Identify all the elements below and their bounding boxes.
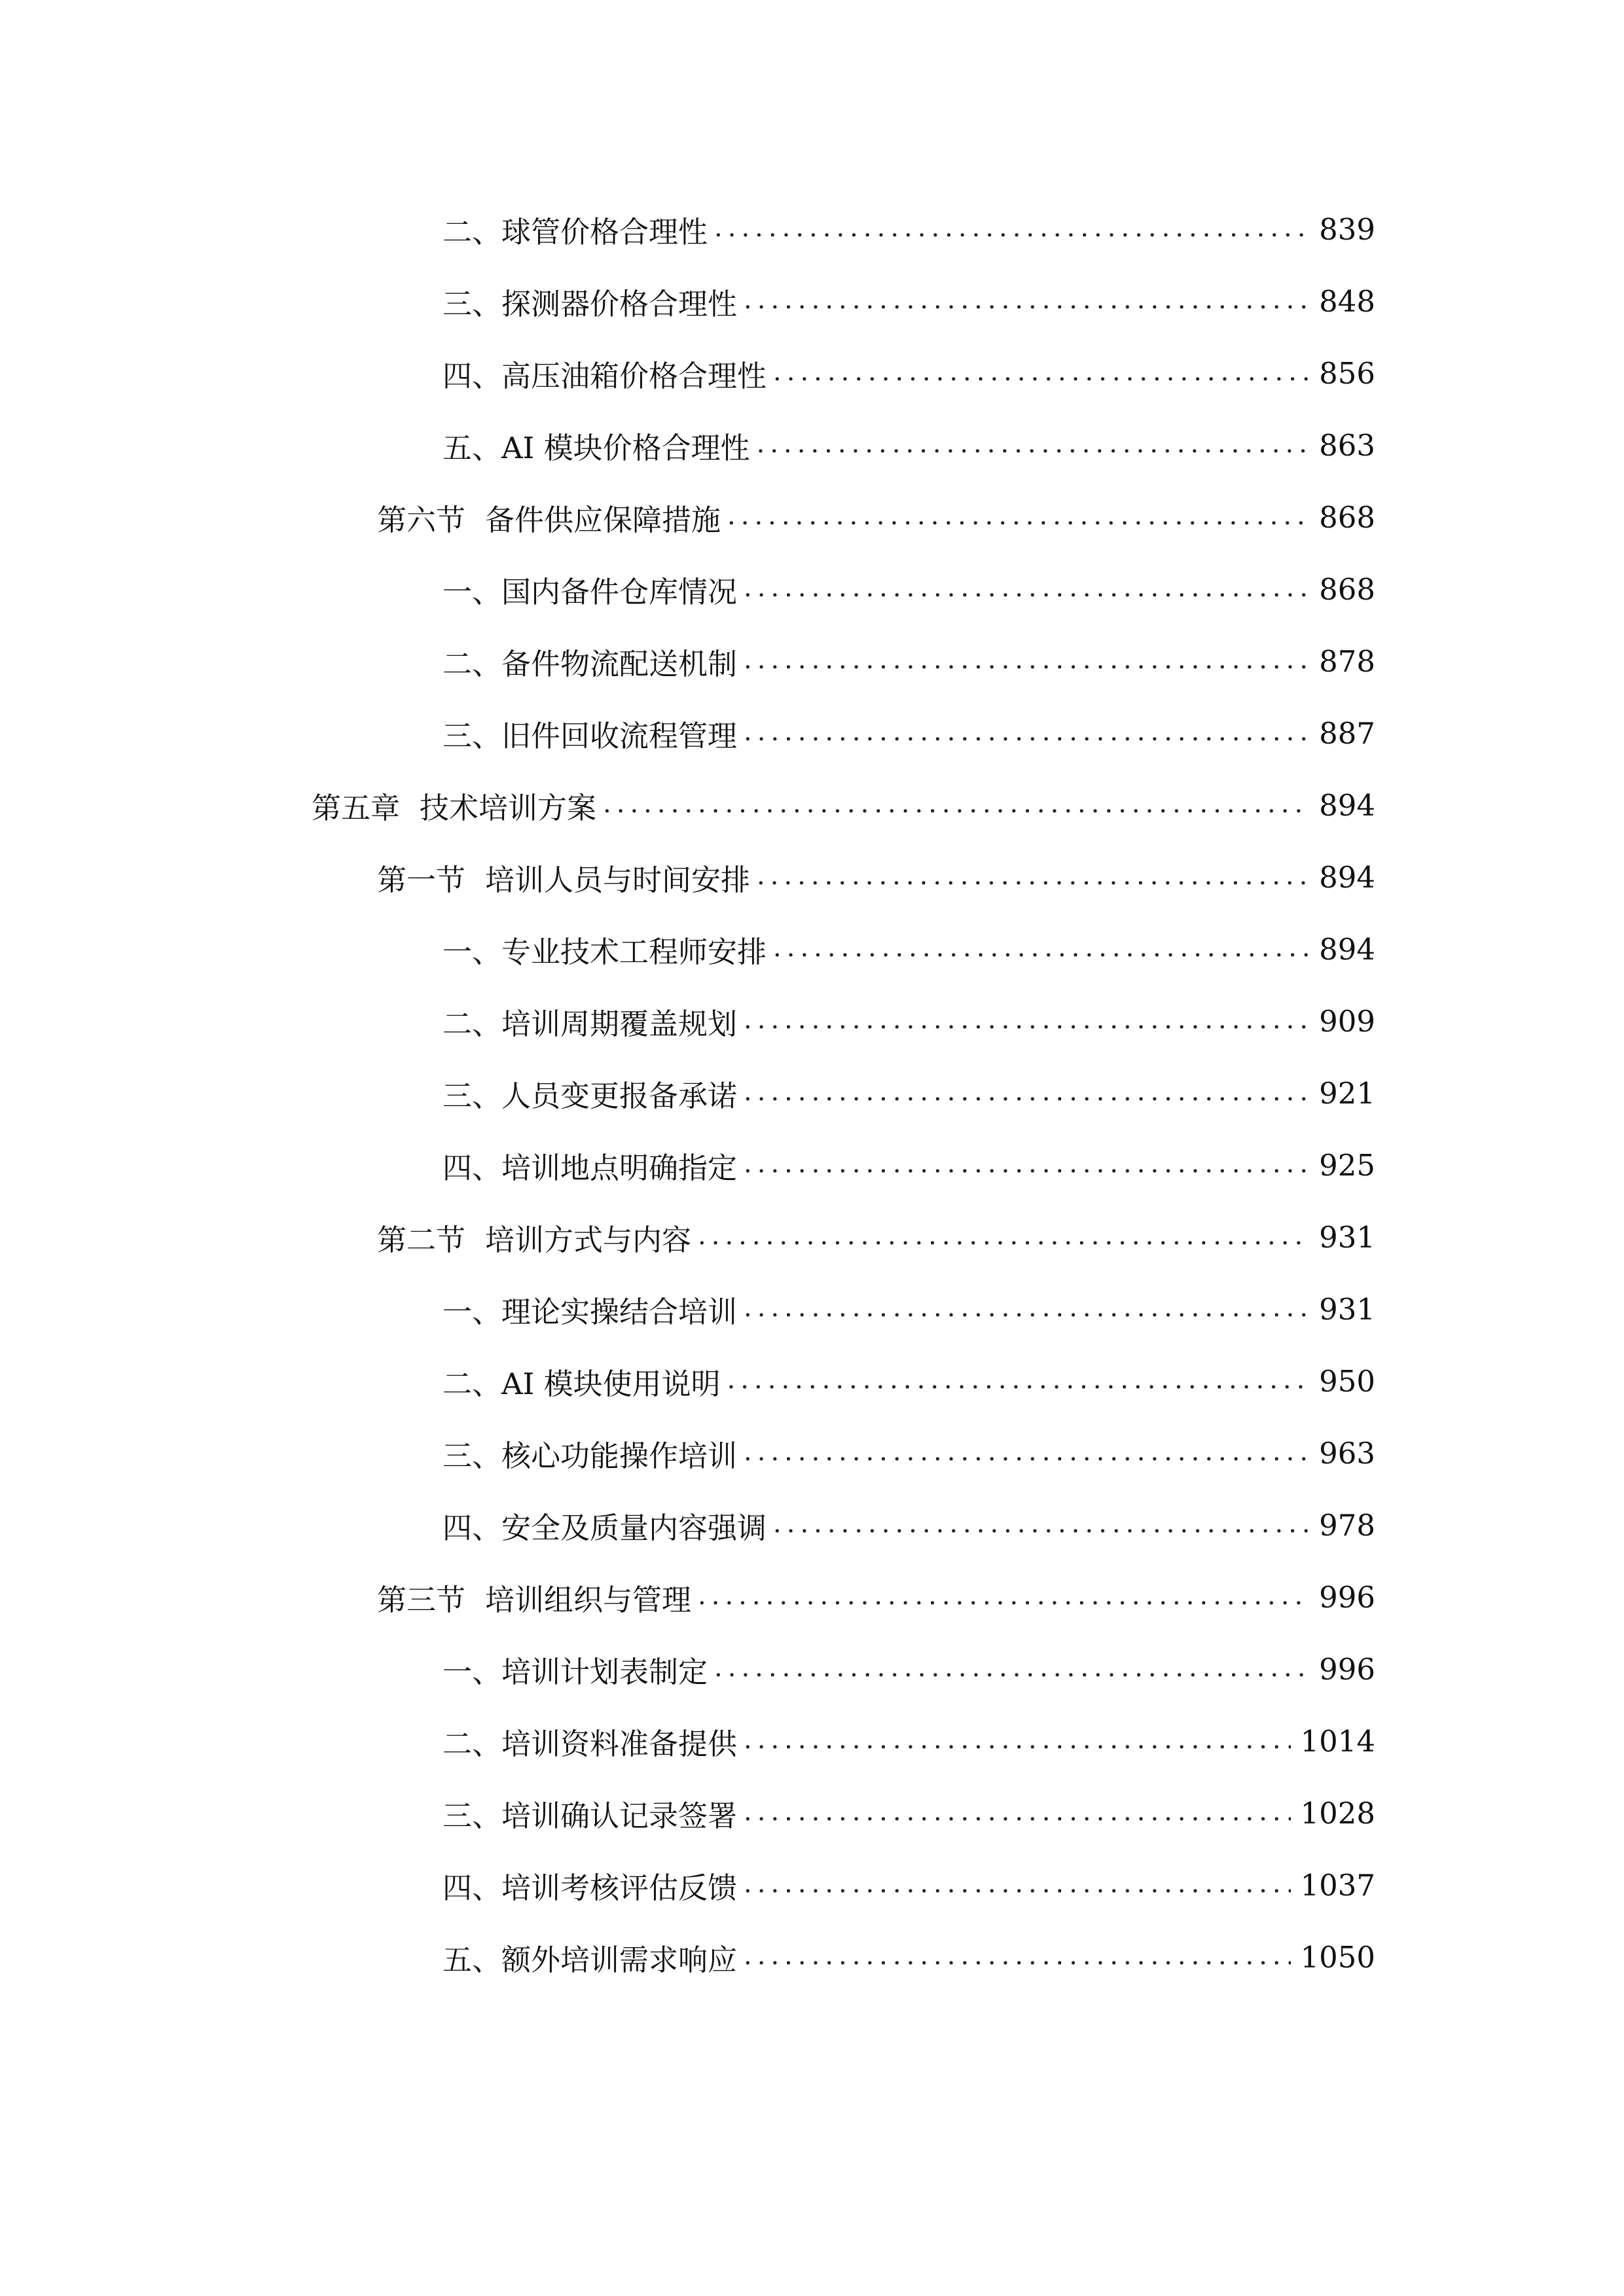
dot-leader — [744, 575, 1310, 615]
toc-entry[interactable] — [377, 1571, 1375, 1623]
toc-entry-page: 1028 — [1300, 1795, 1375, 1831]
toc-entry[interactable] — [442, 419, 1375, 471]
toc-entry-page: 848 — [1319, 283, 1375, 319]
dot-leader — [773, 1511, 1310, 1551]
toc-entry-number: 第二节 — [377, 1222, 466, 1257]
toc-entry-number: 一、 — [442, 934, 502, 969]
toc-entry-title: 培训周期覆盖规划 — [501, 1006, 738, 1041]
toc-entry-number: 三、 — [442, 1438, 502, 1473]
toc-entry[interactable] — [442, 203, 1375, 255]
toc-entry-title: 理论实操结合培训 — [501, 1294, 738, 1329]
toc-entry-number: 一、 — [442, 1654, 502, 1689]
toc-entry[interactable] — [312, 779, 1375, 831]
toc-entry-page: 1014 — [1300, 1723, 1375, 1759]
toc-entry-number: 一、 — [442, 1294, 502, 1329]
toc-entry-number: 二、 — [442, 1726, 502, 1761]
dot-leader — [744, 1439, 1310, 1479]
toc-entry[interactable] — [377, 491, 1375, 543]
toc-entry[interactable] — [442, 1139, 1375, 1191]
dot-leader — [727, 503, 1310, 543]
toc-entry-title: 培训组织与管理 — [485, 1582, 692, 1617]
toc-entry-title: AI 模块使用说明 — [501, 1366, 721, 1401]
toc-entry-page: 856 — [1319, 355, 1375, 391]
toc-entry-title: 专业技术工程师安排 — [501, 934, 767, 969]
toc-entry-page: 863 — [1319, 427, 1375, 463]
dot-leader — [744, 1295, 1310, 1335]
dot-leader — [744, 1871, 1291, 1911]
toc-entry[interactable] — [442, 1859, 1375, 1911]
toc-entry-title: 额外培训需求响应 — [501, 1942, 738, 1977]
toc-entry-number: 三、 — [442, 718, 502, 753]
toc-entry-page: 925 — [1319, 1147, 1375, 1183]
toc-entry-page: 931 — [1319, 1219, 1375, 1255]
toc-entry-title: 安全及质量内容强调 — [501, 1510, 767, 1545]
toc-entry-title: 核心功能操作培训 — [501, 1438, 738, 1473]
toc-entry-title: 高压油箱价格合理性 — [501, 358, 767, 393]
dot-leader — [757, 431, 1310, 471]
toc-entry-page: 894 — [1319, 859, 1375, 895]
toc-entry[interactable] — [442, 1931, 1375, 1983]
toc-entry-page: 921 — [1319, 1075, 1375, 1111]
toc-entry-number: 二、 — [442, 1366, 502, 1401]
toc-entry-number: 第一节 — [377, 862, 466, 897]
toc-entry-title: 国内备件仓库情况 — [501, 574, 738, 609]
dot-leader — [757, 863, 1310, 903]
toc-entry-page: 894 — [1319, 787, 1375, 823]
toc-entry[interactable] — [442, 1427, 1375, 1479]
toc-entry[interactable] — [442, 1787, 1375, 1839]
toc-entry[interactable] — [442, 1715, 1375, 1767]
toc-entry[interactable] — [442, 635, 1375, 687]
dot-leader — [698, 1223, 1310, 1263]
toc-entry-title: 探测器价格合理性 — [501, 286, 738, 321]
toc-entry-number: 四、 — [442, 1150, 502, 1185]
toc-entry-title: 备件供应保障措施 — [485, 502, 721, 537]
toc-entry-page: 996 — [1319, 1579, 1375, 1615]
dot-leader — [744, 1079, 1310, 1119]
toc-entry-title: 培训地点明确指定 — [501, 1150, 738, 1185]
dot-leader — [727, 1367, 1310, 1407]
toc-entry-page: 909 — [1319, 1003, 1375, 1039]
toc-entry-title: 技术培训方案 — [420, 790, 597, 825]
toc-entry[interactable] — [442, 347, 1375, 399]
toc-entry[interactable] — [442, 707, 1375, 759]
dot-leader — [698, 1583, 1310, 1623]
toc-entry[interactable] — [442, 1355, 1375, 1407]
toc-entry-number: 三、 — [442, 1798, 502, 1833]
toc-entry-number: 第三节 — [377, 1582, 466, 1617]
toc-entry-title: 培训考核评估反馈 — [501, 1870, 738, 1905]
dot-leader — [744, 1943, 1291, 1983]
toc-entry-title: 培训确认记录签署 — [501, 1798, 738, 1833]
toc-entry[interactable] — [442, 1283, 1375, 1335]
toc-entry-page: 1037 — [1300, 1867, 1375, 1903]
toc-entry[interactable] — [442, 1643, 1375, 1695]
dot-leader — [714, 215, 1310, 255]
toc-entry-number: 三、 — [442, 286, 502, 321]
toc-entry-page: 1050 — [1300, 1939, 1375, 1975]
dot-leader — [773, 359, 1310, 399]
toc-entry-title: 备件物流配送机制 — [501, 646, 738, 681]
toc-entry-number: 三、 — [442, 1078, 502, 1113]
toc-entry-title: 旧件回收流程管理 — [501, 718, 738, 753]
toc-entry-title: 球管价格合理性 — [501, 214, 708, 249]
toc-entry-page: 894 — [1319, 931, 1375, 967]
dot-leader — [603, 791, 1310, 831]
dot-leader — [744, 287, 1310, 327]
toc-entry-title: 培训计划表制定 — [501, 1654, 708, 1689]
toc-entry-page: 963 — [1319, 1435, 1375, 1471]
toc-entry-number: 四、 — [442, 358, 502, 393]
toc-entry[interactable] — [377, 851, 1375, 903]
toc-entry-page: 868 — [1319, 499, 1375, 535]
toc-entry[interactable] — [442, 563, 1375, 615]
dot-leader — [744, 1007, 1310, 1047]
toc-entry-page: 996 — [1319, 1651, 1375, 1687]
toc-entry-page: 887 — [1319, 715, 1375, 751]
dot-leader — [744, 1151, 1310, 1191]
toc-entry-number: 二、 — [442, 646, 502, 681]
toc-entry-number: 五、 — [442, 1942, 502, 1977]
toc-entry[interactable] — [442, 1499, 1375, 1551]
toc-entry-title: 培训方式与内容 — [485, 1222, 692, 1257]
toc-entry-title: AI 模块价格合理性 — [501, 430, 750, 465]
toc-entry-number: 第五章 — [312, 790, 401, 825]
toc-entry-page: 839 — [1319, 211, 1375, 247]
toc-entry[interactable] — [442, 995, 1375, 1047]
toc-entry-title: 人员变更报备承诺 — [501, 1078, 738, 1113]
toc-entry-number: 二、 — [442, 1006, 502, 1041]
dot-leader — [744, 719, 1310, 759]
toc-entry-number: 五、 — [442, 430, 502, 465]
dot-leader — [773, 935, 1310, 975]
toc-entry-page: 931 — [1319, 1291, 1375, 1327]
dot-leader — [744, 1799, 1291, 1839]
toc-entry-page: 878 — [1319, 643, 1375, 679]
toc-entry-number: 四、 — [442, 1870, 502, 1905]
toc-entry[interactable] — [442, 1067, 1375, 1119]
toc-entry-page: 978 — [1319, 1507, 1375, 1543]
toc-entry-page: 868 — [1319, 571, 1375, 607]
toc-entry-number: 一、 — [442, 574, 502, 609]
dot-leader — [714, 1655, 1310, 1695]
toc-entry[interactable] — [377, 1211, 1375, 1263]
dot-leader — [744, 1727, 1291, 1767]
toc-entry-title: 培训资料准备提供 — [501, 1726, 738, 1761]
toc-entry-title: 培训人员与时间安排 — [485, 862, 751, 897]
toc-entry-number: 二、 — [442, 214, 502, 249]
toc-entry[interactable] — [442, 275, 1375, 327]
dot-leader — [744, 647, 1310, 687]
toc-entry-number: 第六节 — [377, 502, 466, 537]
toc-entry-page: 950 — [1319, 1363, 1375, 1399]
toc-entry-number: 四、 — [442, 1510, 502, 1545]
toc-entry[interactable] — [442, 923, 1375, 975]
